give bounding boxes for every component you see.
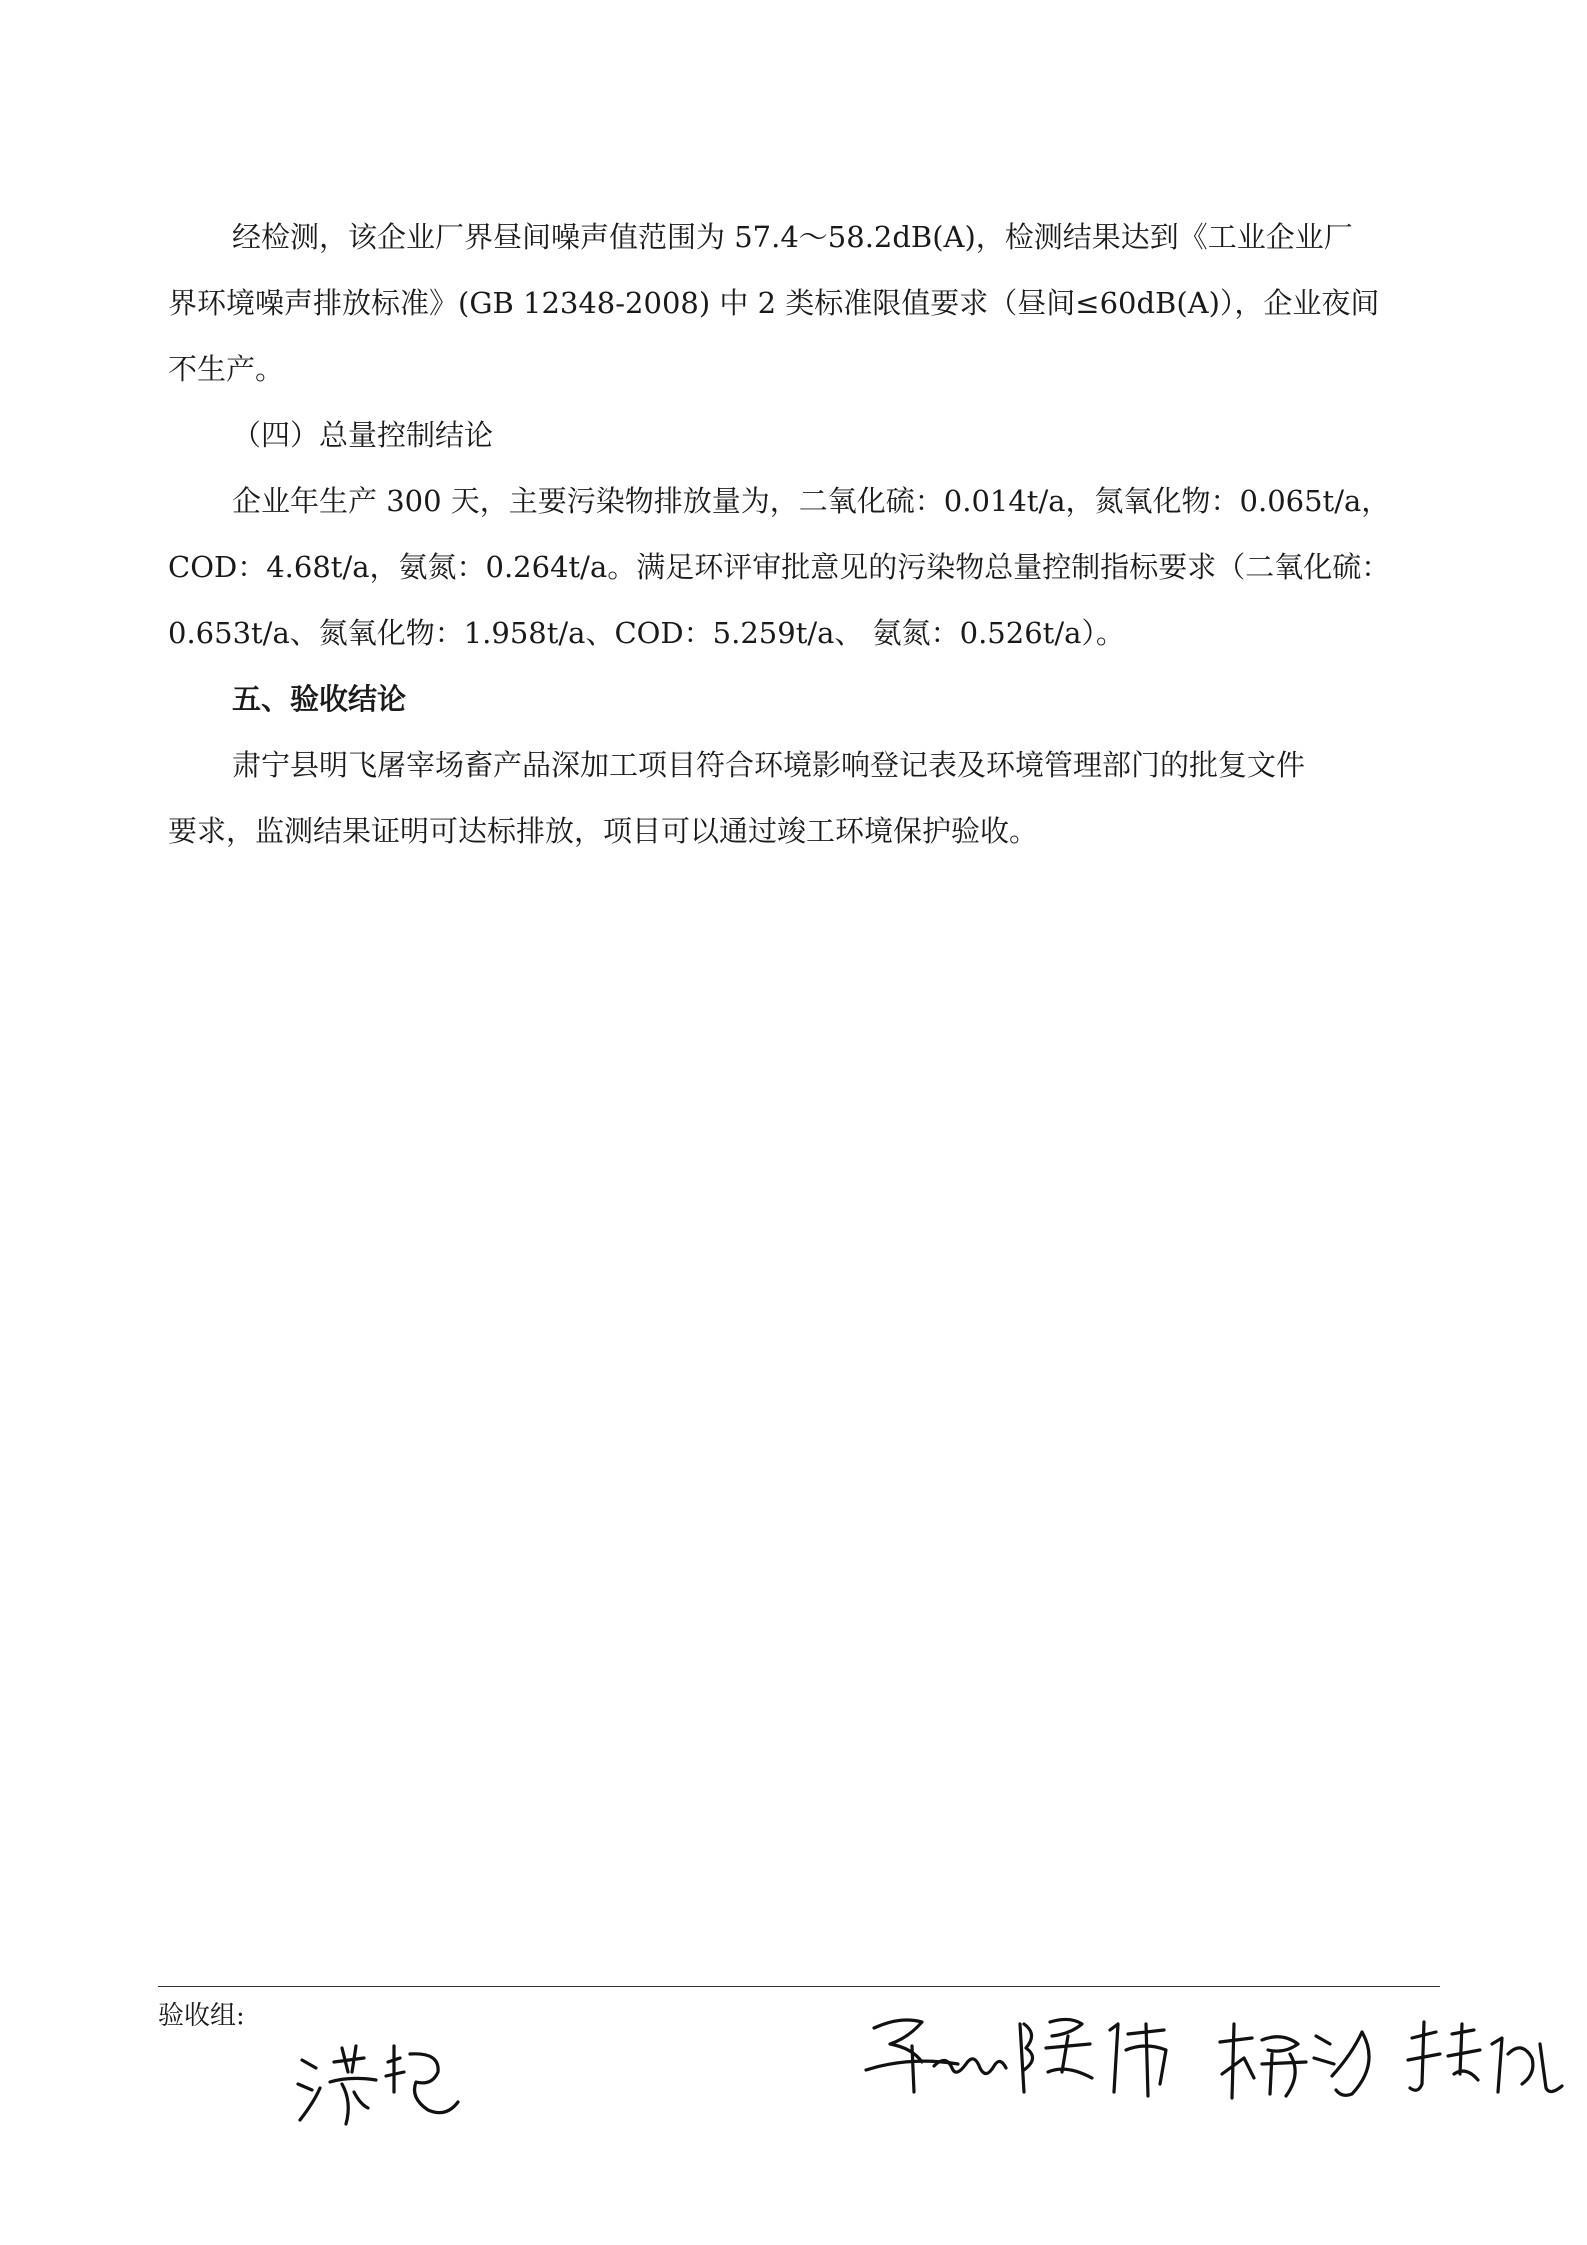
footer-divider xyxy=(158,1986,1440,1987)
total-control-paragraph xyxy=(168,468,1438,666)
total-control-heading: （四）总量控制结论 xyxy=(232,418,494,452)
signature-1 xyxy=(290,2032,470,2132)
conclusion-heading: 五、验收结论 xyxy=(232,682,407,716)
conclusion-line-1: 肃宁县明飞屠宰场畜产品深加工项目符合环境影响登记表及环境管理部门的批复文件 xyxy=(232,748,1306,782)
total-control-heading-block xyxy=(168,402,1438,468)
conclusion-heading-block xyxy=(168,666,1438,732)
conclusion-line-2: 要求，监测结果证明可达标排放，项目可以通过竣工环境保护验收。 xyxy=(168,814,1039,848)
noise-line-2: 界环境噪声排放标准》(GB 12348-2008) 中 2 类标准限值要求（昼间≤60dB(A)），企业夜间 xyxy=(168,286,1380,320)
noise-line-1: 经检测，该企业厂界昼间噪声值范围为 57.4～58.2dB(A)，检测结果达到《工业企业厂 xyxy=(232,220,1353,254)
noise-paragraph xyxy=(168,204,1438,402)
signature-2 xyxy=(860,2008,1010,2098)
total-line-2: COD：4.68t/a，氨氮：0.264t/a。满足环评审批意见的污染物总量控制指标要求（二氧化硫： xyxy=(168,550,1391,584)
total-line-1: 企业年生产 300 天，主要污染物排放量为，二氧化硫：0.014t/a，氮氧化物：0.065t/a， xyxy=(232,484,1391,518)
signature-3 xyxy=(1010,2004,1190,2104)
conclusion-paragraph xyxy=(168,732,1438,864)
noise-line-3: 不生产。 xyxy=(168,352,285,386)
total-line-3: 0.653t/a、氮氧化物：1.958t/a、COD：5.259t/a、 氨氮：0.526t/a）。 xyxy=(168,616,1125,650)
signature-4 xyxy=(1212,2014,1402,2104)
signature-5 xyxy=(1400,2014,1570,2104)
acceptance-group-label: 验收组: xyxy=(158,2001,245,2031)
